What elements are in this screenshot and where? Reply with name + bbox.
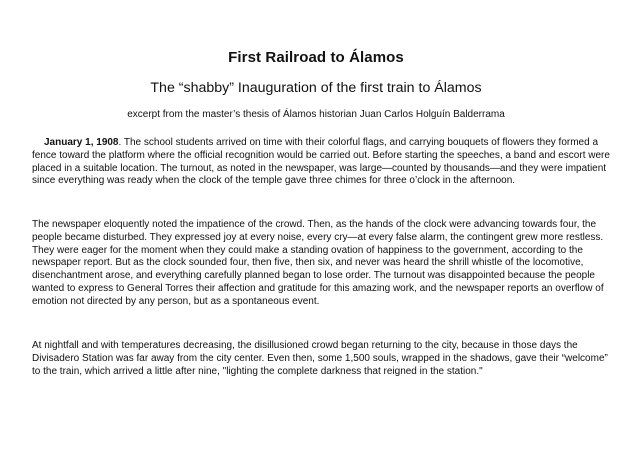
- paragraph-1-text: . The school students arrived on time with their colorful flags, and carrying bouquets of flowers they formed a fence toward the platform where the official recognition would be carried out. Before starting the speeches, a band and escort were placed in a suitable location. The turnout, as noted in the newspaper, was large—counted by thousands—and they were impatient since everything was ready when the clock of the temple gave three chimes for three o’clock in the afternoon.: [32, 137, 610, 187]
- paragraph-1-date: January 1, 1908: [44, 137, 119, 148]
- paragraph-2: The newspaper eloquently noted the impatience of the crowd. Then, as the hands of the clock were advancing towards four, the people became disturbed. They expressed joy at every noise, every cry—at every false alarm, the contingent grew more restless. They were eager for the moment when they could make a standing ovation of happiness to the government, according to the newspaper report. But as the clock sounded four, then five, then six, and never was heard the shrill whistle of the locomotive, disenchantment arose, and everything carefully planned began to lose order. The turnout was disappointed because the people wanted to express to General Torres their affection and gratitude for this amazing work, and the newspaper reports an overflow of emotion not directed by any person, but as a spontaneous event.: [32, 219, 604, 307]
- paragraph-3: At nightfall and with temperatures decreasing, the disillusioned crowd began returning to the city, because in those days the Divisadero Station was far away from the city center. Even then, some 1,500 souls, wrapped in the shadows, gave their “welcome” to the train, which arrived a little after nine, "lighting the complete darkness that reigned in the station.": [32, 340, 608, 377]
- paragraph-1: [32, 137, 610, 188]
- document-title: First Railroad to Álamos: [228, 49, 404, 66]
- document-byline: excerpt from the master’s thesis of Álamos historian Juan Carlos Holguín Balderrama: [127, 109, 505, 120]
- document-subtitle: The “shabby” Inauguration of the first train to Álamos: [150, 80, 482, 96]
